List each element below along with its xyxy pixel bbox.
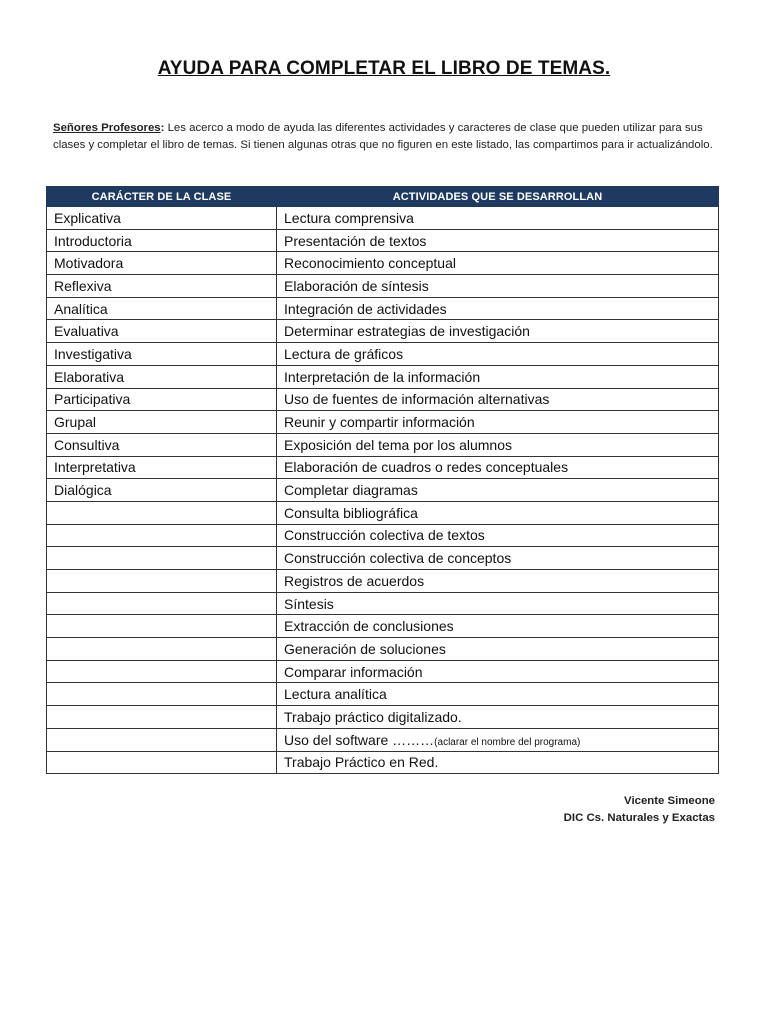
actividad-text: Uso de fuentes de información alternativas [284, 391, 550, 408]
cell-actividad [277, 433, 719, 456]
cell-actividad [277, 343, 719, 366]
intro-colon: : [160, 122, 165, 134]
intro-text: Les acerco a modo de ayuda las diferentes actividades y caracteres de clase que pueden utilizar para sus clases y completar el libro de temas. Si tienen algunas otras que no figuren en este listado, las compartimos para ir actualizándolo. [53, 122, 713, 151]
cell-caracter [47, 570, 277, 593]
table-row [47, 207, 719, 230]
table-row [47, 683, 719, 706]
table-row [47, 252, 719, 275]
cell-actividad [277, 751, 719, 774]
table-header-row [47, 187, 719, 207]
actividad-text: Lectura comprensiva [284, 209, 414, 226]
cell-caracter: Motivadora [47, 252, 277, 275]
cell-actividad [277, 411, 719, 434]
actividad-text: Extracción de conclusiones [284, 618, 454, 635]
signature-department: DIC Cs. Naturales y Exactas [563, 812, 715, 824]
table-row [47, 638, 719, 661]
cell-actividad [277, 592, 719, 615]
table-row [47, 728, 719, 751]
cell-actividad [277, 388, 719, 411]
actividad-text: Integración de actividades [284, 300, 447, 317]
table-row [47, 751, 719, 774]
cell-caracter [47, 751, 277, 774]
actividad-text: Registros de acuerdos [284, 572, 425, 589]
actividad-text: Lectura analítica [284, 686, 387, 703]
cell-caracter: Explicativa [47, 207, 277, 230]
actividad-text: Comparar información [284, 663, 423, 680]
cell-caracter: Grupal [47, 411, 277, 434]
cell-caracter: Evaluativa [47, 320, 277, 343]
actividad-text: Construcción colectiva de textos [284, 527, 485, 544]
table-row [47, 524, 719, 547]
cell-caracter: Dialógica [47, 479, 277, 502]
table-row [47, 297, 719, 320]
cell-caracter: Reflexiva [47, 275, 277, 298]
table-row [47, 343, 719, 366]
cell-caracter: Analítica [47, 297, 277, 320]
cell-caracter [47, 683, 277, 706]
cell-caracter [47, 638, 277, 661]
table-row [47, 570, 719, 593]
intro-paragraph [53, 120, 723, 154]
header-caracter: CARÁCTER DE LA CLASE [47, 187, 277, 207]
table-row [47, 501, 719, 524]
table-row [47, 229, 719, 252]
actividad-text: Construcción colectiva de conceptos [284, 550, 512, 567]
cell-actividad [277, 207, 719, 230]
actividad-text: Exposición del tema por los alumnos [284, 436, 513, 453]
table-row [47, 365, 719, 388]
actividad-text: Determinar estrategias de investigación [284, 323, 530, 340]
table-row [47, 320, 719, 343]
cell-caracter [47, 615, 277, 638]
table-row [47, 479, 719, 502]
activities-table [46, 186, 719, 774]
cell-caracter [47, 592, 277, 615]
intro-lead: Señores Profesores [53, 122, 161, 134]
table-row [47, 388, 719, 411]
actividad-text: Reunir y compartir información [284, 414, 475, 431]
cell-actividad [277, 365, 719, 388]
signature-name: Vicente Simeone [624, 795, 715, 807]
cell-caracter: Participativa [47, 388, 277, 411]
actividad-text: Consulta bibliográfica [284, 504, 418, 521]
cell-actividad [277, 615, 719, 638]
cell-actividad [277, 501, 719, 524]
cell-caracter [47, 501, 277, 524]
cell-caracter: Consultiva [47, 433, 277, 456]
cell-caracter [47, 524, 277, 547]
table-row [47, 706, 719, 729]
cell-actividad [277, 275, 719, 298]
actividad-text: Uso del software ……… [284, 731, 435, 748]
table-row [47, 615, 719, 638]
cell-caracter [47, 547, 277, 570]
cell-actividad [277, 320, 719, 343]
cell-actividad [277, 570, 719, 593]
table-row [47, 660, 719, 683]
cell-actividad [277, 229, 719, 252]
cell-actividad [277, 252, 719, 275]
cell-caracter: Elaborativa [47, 365, 277, 388]
cell-caracter [47, 706, 277, 729]
cell-caracter [47, 728, 277, 751]
actividad-text: Elaboración de cuadros o redes conceptuales [284, 459, 569, 476]
cell-actividad [277, 297, 719, 320]
actividad-text: Reconocimiento conceptual [284, 255, 456, 272]
cell-actividad [277, 456, 719, 479]
cell-caracter: Introductoria [47, 229, 277, 252]
actividad-text: Lectura de gráficos [284, 345, 404, 362]
cell-caracter [47, 660, 277, 683]
header-actividades: ACTIVIDADES QUE SE DESARROLLAN [277, 187, 719, 207]
actividad-text: Trabajo práctico digitalizado. [284, 708, 462, 725]
document-title: AYUDA PARA COMPLETAR EL LIBRO DE TEMAS. [157, 58, 611, 79]
cell-actividad [277, 660, 719, 683]
table-row [47, 547, 719, 570]
actividad-text: Generación de soluciones [284, 640, 446, 657]
cell-actividad [277, 683, 719, 706]
cell-actividad [277, 547, 719, 570]
actividad-text: Síntesis [284, 595, 334, 612]
table-row [47, 411, 719, 434]
cell-actividad [277, 638, 719, 661]
actividad-text: Interpretación de la información [284, 368, 481, 385]
actividad-text: Completar diagramas [284, 482, 418, 499]
table-row [47, 456, 719, 479]
actividad-note: (aclarar el nombre del programa) [434, 736, 581, 748]
actividad-text: Trabajo Práctico en Red. [284, 754, 439, 771]
table-row [47, 433, 719, 456]
cell-actividad [277, 479, 719, 502]
cell-caracter: Interpretativa [47, 456, 277, 479]
cell-actividad [277, 524, 719, 547]
table-row [47, 592, 719, 615]
table-body [47, 207, 719, 774]
actividad-text: Elaboración de síntesis [284, 277, 429, 294]
cell-actividad [277, 706, 719, 729]
signature-block [564, 793, 715, 827]
actividad-text: Presentación de textos [284, 232, 427, 249]
table-row [47, 275, 719, 298]
cell-actividad [277, 728, 719, 751]
cell-caracter: Investigativa [47, 343, 277, 366]
